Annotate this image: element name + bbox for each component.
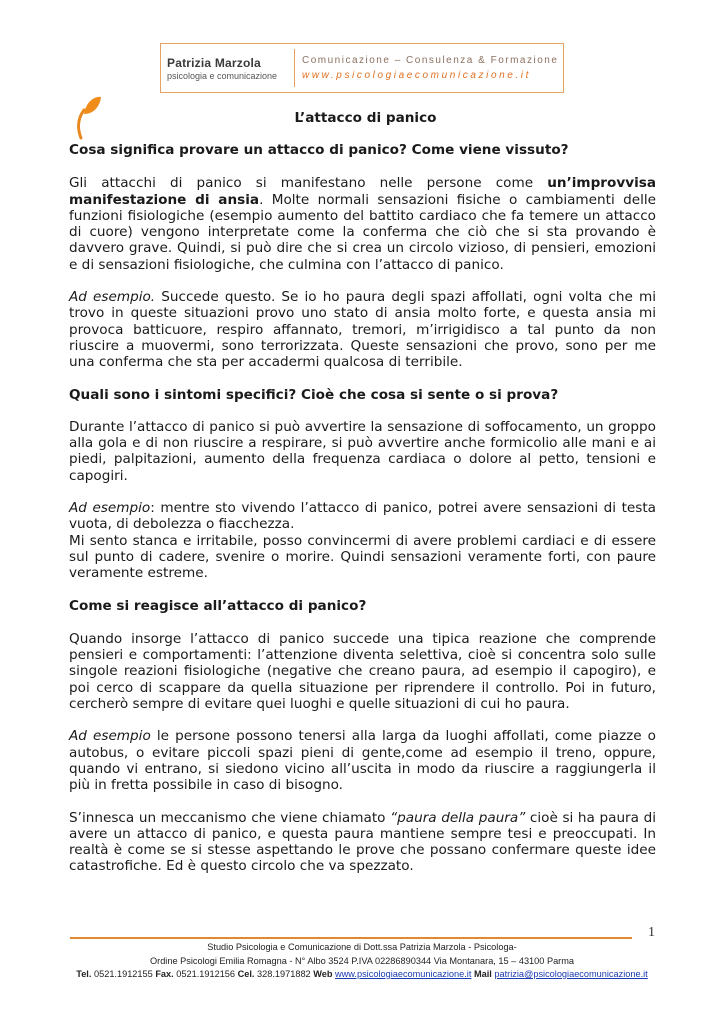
italic-text: Ad esempio	[69, 500, 151, 517]
footer-divider	[70, 937, 632, 939]
text-run: : mentre sto vivendo l’attacco di panico, potrei avere sensazioni di testa vuota, di debolezza o fiacchezza.	[69, 500, 657, 533]
mail-label: Mail	[473, 969, 492, 979]
tel-label: Tel.	[76, 969, 92, 979]
logo	[167, 52, 291, 88]
paragraph: Durante l’attacco di panico si può avvertire la sensazione di soffocamento, un groppo alla gola e di non riuscire a respirare, si può avvertire anche formicolio alle mani e ai piedi, palpitazioni, aumento della frequenza cardiaca o dolore al petto, tensioni e capogiri.	[69, 418, 656, 484]
text-run: le persone possono tenersi alla larga da luoghi affollati, come piazze o autobus, o evitare piccoli spazi pieni di gente,come ad esempio il treno, oppure, quando vi entrano, si siedono vicino all’uscita in modo da riuscire a raggiungerla il più in fretta possibile in caso di bisogno.	[69, 728, 656, 794]
header-divider	[294, 49, 295, 87]
document-body	[69, 110, 656, 875]
web-label: Web	[313, 969, 333, 979]
italic-text: Ad esempio.	[69, 289, 156, 306]
cel-value: 328.1971882	[257, 969, 311, 979]
header-website[interactable]: www.psicologiaecomunicazione.it	[302, 70, 532, 81]
letterhead	[160, 43, 564, 93]
paragraph: Quando insorge l’attacco di panico succede una tipica reazione che comprende pensieri e comportamenti: l’attenzione diventa selettiva, cioè si concentra solo sulle singole reazioni fisiologiche (negative che creano paura, ad esempio il capogiro), e poi cerco di scappare da quella situazione per riprendere il controllo. Poi in futuro, cercherò sempre di evitare quei luoghi e quelle situazioni di cui ho paura.	[69, 630, 656, 713]
paragraph	[69, 289, 656, 370]
fax-label: Fax.	[155, 969, 174, 979]
question-heading: Come si reagisce all’attacco di panico?	[69, 597, 367, 614]
paragraph	[69, 810, 656, 875]
footer-line-1: Studio Psicologia e Comunicazione di Dott.ssa Patrizia Marzola - Psicologa-	[207, 942, 517, 952]
text-run: Gli attacchi di panico si manifestano nelle persone come	[69, 175, 548, 192]
text-run: Succede questo. Se io ho paura degli spazi affollati, ogni volta che mi trovo in queste situazioni provo uno stato di ansia molto forte, e questa ansia mi provoca batticuore, respiro affannato, tremori, m’irrigidisco a tal punto da non riuscire a muovermi, sono terrorizzata. Queste sensazioni che provo, sono per me una conferma che sta per accadermi qualcosa di terribile.	[69, 289, 656, 371]
text-run: S’innesca un meccanismo che viene chiamato	[69, 809, 391, 826]
paragraph	[69, 500, 656, 533]
question-heading: Quali sono i sintomi specifici? Cioè che cosa si sente o si prova?	[69, 386, 559, 403]
text-run: . Molte normali sensazioni fisiche o cambiamenti delle funzioni fisiologiche (esempio aumento del battito cardiaco che fa temere un attacco di cuore) vengono interpretate come la conferma che ciò che si sta provando è davvero grave. Quindi, si può dire che si crea un circolo vizioso, di pensieri, emozioni e di sensazioni fisiologiche, che culmina con l’attacco di panico.	[69, 191, 657, 273]
italic-text: Ad esempio	[69, 728, 151, 745]
footer-contacts	[0, 968, 724, 982]
bold-text: un’improvvisa manifestazione di ansia	[69, 175, 656, 208]
web-link[interactable]: www.psicologiaecomunicazione.it	[335, 969, 472, 979]
logo-subtitle: psicologia e comunicazione	[167, 71, 278, 81]
paragraph	[69, 175, 656, 273]
paragraph	[69, 728, 656, 793]
tagline: Comunicazione – Consulenza & Formazione	[302, 55, 559, 66]
text-run: cioè si ha paura di avere un attacco di panico, e questa paura mantiene sempre tesi e preoccupati. In realtà è come se si stesse aspettando le prove che possano confermare queste idee catastrofiche. Ed è questo circolo che va spezzato.	[69, 809, 656, 875]
paragraph: Mi sento stanca e irritabile, posso convincermi di avere problemi cardiaci e di essere sul punto di cadere, svenire o morire. Quindi sensazioni veramente forti, con paure veramente estreme.	[69, 532, 656, 582]
italic-text: “paura della paura”	[390, 809, 526, 826]
mail-link[interactable]: patrizia@psicologiaecomunicazione.it	[494, 969, 648, 979]
document-title: L’attacco di panico	[294, 110, 437, 126]
question-heading: Cosa significa provare un attacco di panico? Come viene vissuto?	[69, 142, 569, 158]
footer	[0, 941, 724, 982]
logo-name: Patrizia Marzola	[167, 56, 261, 70]
page-number: 1	[648, 925, 655, 940]
fax-value: 0521.1912156	[176, 969, 236, 979]
cel-label: Cel.	[237, 969, 255, 979]
tel-value: 0521.1912155	[93, 969, 153, 979]
footer-line-2: Ordine Psicologi Emilia Romagna - N° Albo 3524 P.IVA 02286890344 Via Montanara, 15 – 43100 Parma	[149, 955, 575, 966]
